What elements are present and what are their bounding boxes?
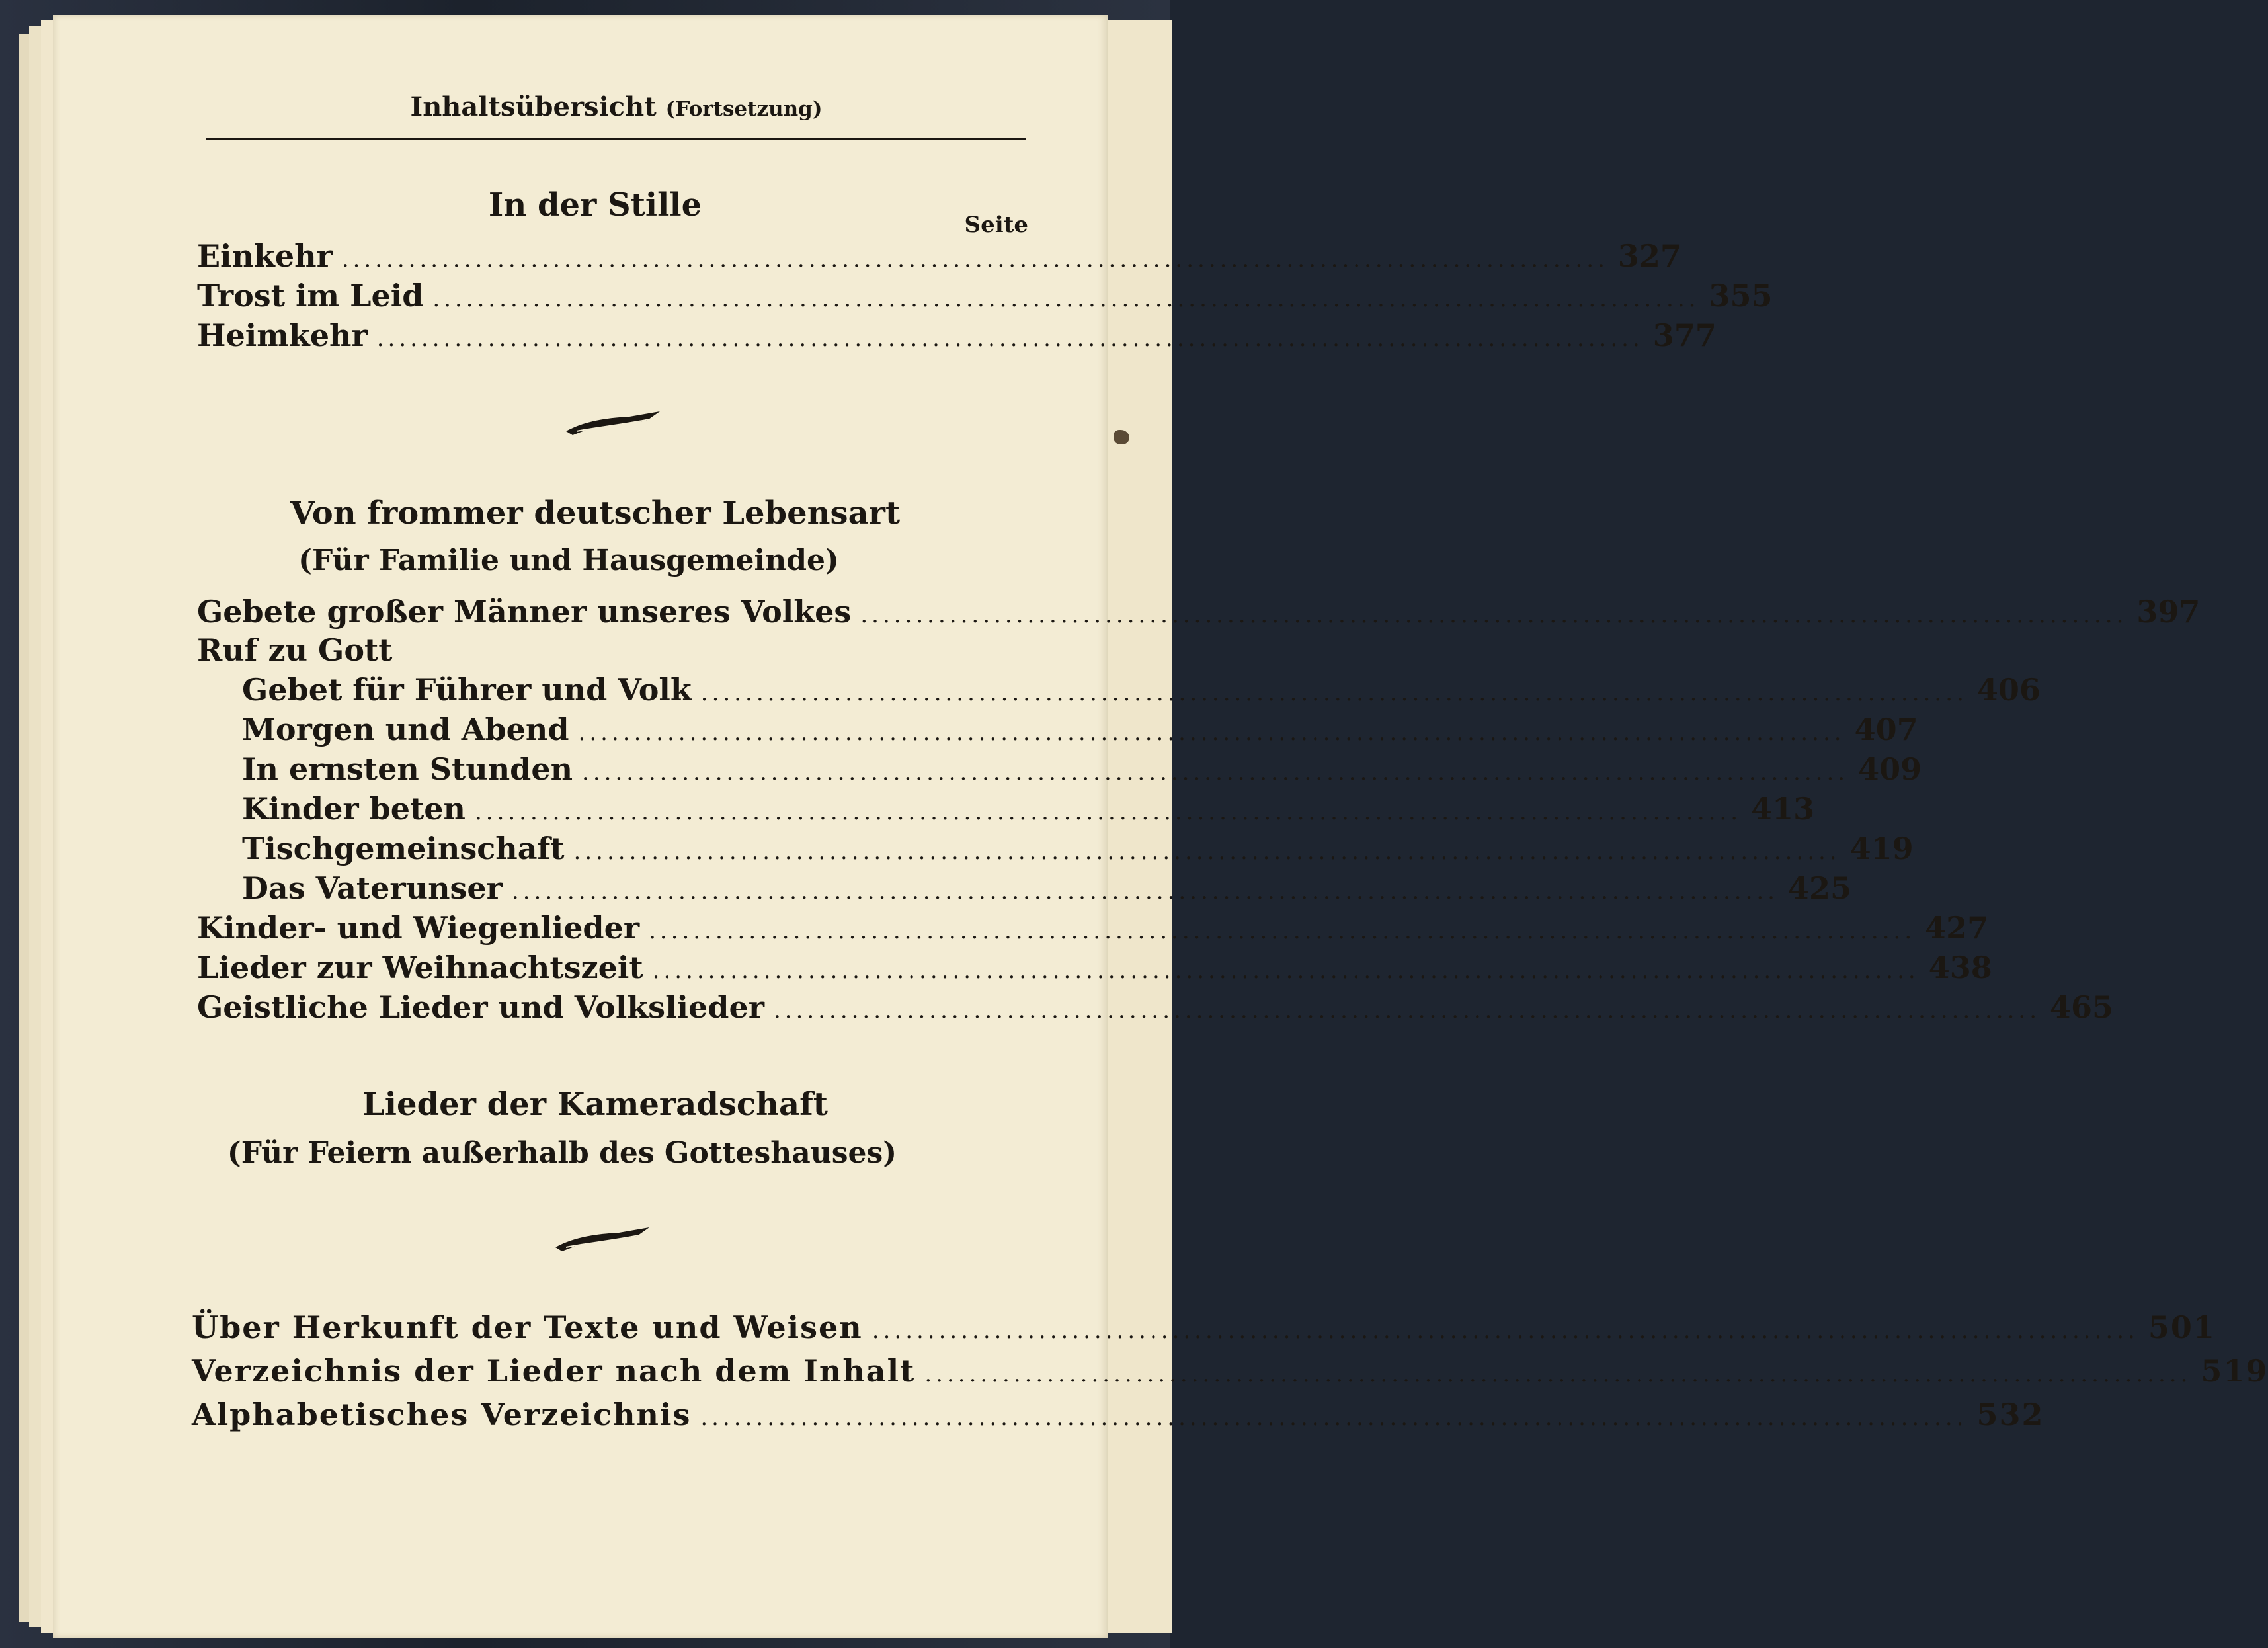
- toc-entry-label: Lieder zur Weihnachtszeit: [197, 950, 643, 985]
- leader-dots: ..................................................................................................................: [573, 839, 1841, 865]
- toc-entry-label: Einkehr: [197, 238, 333, 274]
- header-rule: [206, 138, 1026, 140]
- leader-dots: ..................................................................................................................: [773, 997, 2041, 1024]
- toc-entry-label: Heimkehr: [197, 317, 368, 353]
- toc-entry-page: 427: [1925, 910, 1989, 946]
- toc-entry-page: 501: [2148, 1309, 2216, 1345]
- toc-entry-label: Kinder beten: [242, 791, 466, 827]
- toc-entry-page: 406: [1976, 672, 2041, 708]
- toc-entry-page: 327: [1617, 238, 1681, 274]
- toc-entry: [197, 989, 2114, 1028]
- leader-dots: ..................................................................................................................: [924, 1361, 2192, 1387]
- leader-dots: ..................................................................................................................: [700, 1405, 1968, 1431]
- toc-entry-page: 397: [2136, 594, 2201, 630]
- toc-entry-page: 419: [1849, 831, 1914, 866]
- toc-entry-label: Gebete großer Männer unseres Volkes: [197, 594, 852, 630]
- toc-entry: [192, 1309, 2216, 1348]
- ornament-divider: [563, 409, 663, 440]
- leader-dots: ..................................................................................................................: [649, 918, 1916, 944]
- header-title: Inhaltsübersicht: [410, 91, 657, 122]
- toc-entry-label: Trost im Leid: [197, 278, 424, 313]
- toc-entry-label: Gebet für Führer und Volk: [242, 672, 692, 708]
- leader-dots: ..................................................................................................................: [376, 325, 1644, 352]
- toc-entry: [197, 594, 2201, 632]
- section-title-kameradschaft: Lieder der Kameradschaft: [362, 1086, 828, 1123]
- toc-entry: [197, 317, 1717, 356]
- toc-entry-heading: [197, 632, 393, 671]
- toc-entry: [192, 1397, 2045, 1435]
- page-header: [206, 91, 1026, 122]
- toc-entry-page: 377: [1652, 317, 1717, 353]
- toc-entry-page: 519: [2201, 1353, 2268, 1389]
- toc-entry: [197, 278, 1773, 316]
- toc-entry-label: Ruf zu Gott: [197, 632, 393, 668]
- toc-entry-page: 425: [1788, 870, 1852, 906]
- toc-entry-label: Das Vaterunser: [242, 870, 503, 906]
- toc-entry: [197, 238, 1681, 276]
- leader-dots: ..................................................................................................................: [871, 1317, 2139, 1344]
- toc-entry: [242, 672, 2041, 710]
- toc-entry: [192, 1353, 2268, 1391]
- toc-entry-page: 355: [1709, 278, 1773, 313]
- toc-entry-page: 409: [1858, 751, 1922, 787]
- stain-spot: [1114, 430, 1129, 444]
- section-title-stille: In der Stille: [488, 186, 702, 224]
- toc-entry: [242, 870, 1852, 909]
- toc-entry-label: Über Herkunft der Texte und Weisen: [192, 1309, 863, 1345]
- toc-entry-page: 413: [1751, 791, 1815, 827]
- toc-entry: [242, 791, 1815, 829]
- toc-entry-label: Verzeichnis der Lieder nach dem Inhalt: [192, 1353, 916, 1389]
- toc-entry: [242, 751, 1922, 790]
- toc-entry: [197, 950, 1992, 988]
- leader-dots: ..................................................................................................................: [432, 286, 1700, 312]
- leader-dots: ..................................................................................................................: [860, 602, 2128, 628]
- toc-entry-page: 465: [2050, 989, 2114, 1025]
- toc-entry-page: 532: [1976, 1397, 2045, 1432]
- section-title-lebensart: Von frommer deutscher Lebensart: [290, 495, 901, 532]
- leader-dots: ..................................................................................................................: [700, 680, 1968, 706]
- toc-entry-label: Morgen und Abend: [242, 712, 569, 747]
- toc-entry-label: Geistliche Lieder und Volkslieder: [197, 989, 764, 1025]
- leader-dots: ..................................................................................................................: [582, 759, 1849, 786]
- toc-entry: [242, 712, 1918, 750]
- toc-entry: [242, 831, 1914, 869]
- toc-entry-label: Tischgemeinschaft: [242, 831, 565, 866]
- leader-dots: ..................................................................................................................: [341, 246, 1609, 272]
- toc-entry: [197, 910, 1989, 948]
- leader-dots: ..................................................................................................................: [578, 720, 1845, 746]
- toc-entry-label: Alphabetisches Verzeichnis: [192, 1397, 692, 1432]
- section-subtitle-kameradschaft: (Für Feiern außerhalb des Gotteshauses): [227, 1136, 897, 1170]
- ornament-divider: [553, 1225, 652, 1257]
- column-label-seite: Seite: [964, 212, 1028, 238]
- toc-entry-label: In ernsten Stunden: [242, 751, 573, 787]
- toc-entry-page: 407: [1854, 712, 1918, 747]
- toc-entry-label: Kinder- und Wiegenlieder: [197, 910, 640, 946]
- header-continuation: (Fortsetzung): [665, 97, 823, 121]
- leader-dots: ..................................................................................................................: [511, 878, 1779, 905]
- section-subtitle-lebensart: (Für Familie und Hausgemeinde): [298, 544, 839, 577]
- leader-dots: ..................................................................................................................: [474, 799, 1742, 825]
- toc-entry-page: 438: [1928, 950, 1992, 985]
- leader-dots: ..................................................................................................................: [652, 958, 1920, 984]
